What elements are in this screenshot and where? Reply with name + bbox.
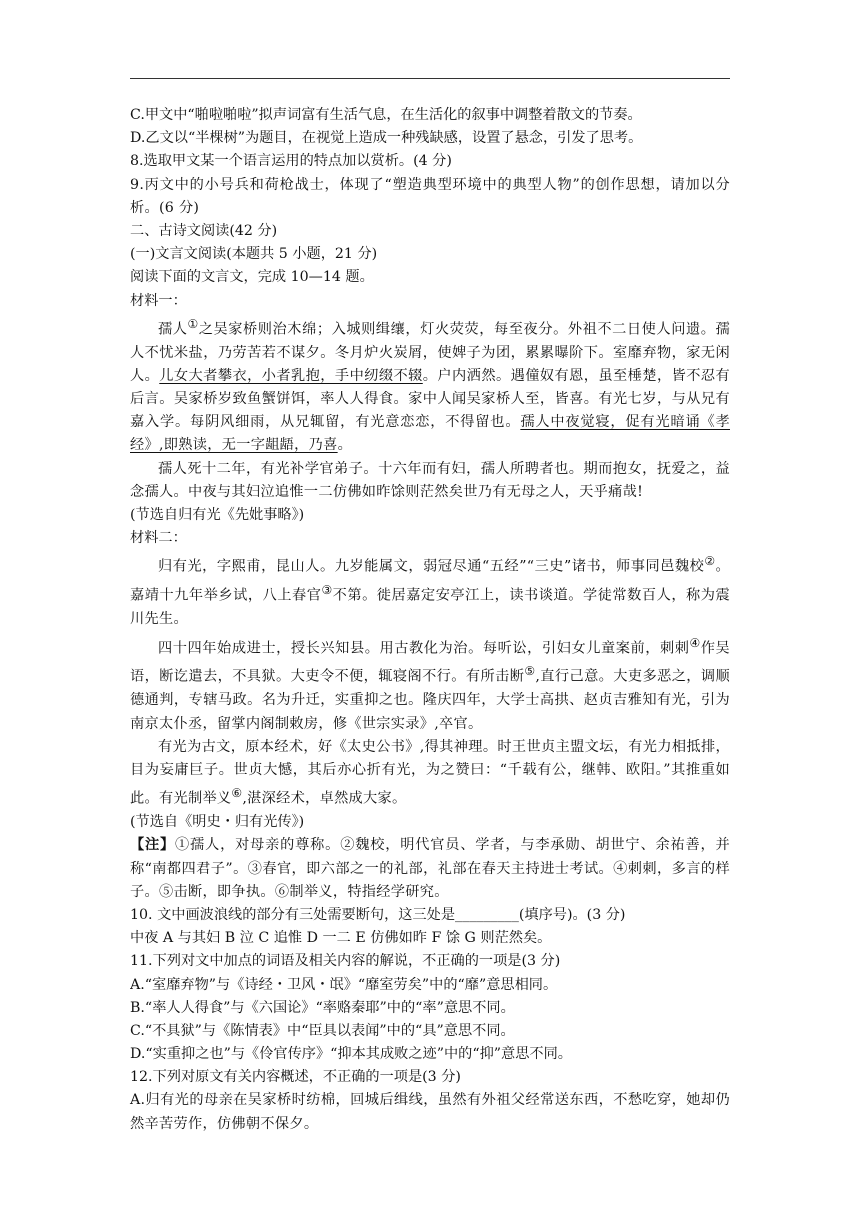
material-1-paragraph-1: 孺人①之吴家桥则治木绵；入城则缉𬙋，灯火荧荧，每至夜分。外祖不二日使人问遗。孺人不忧米盐，乃劳苦若不谋夕。冬月炉火炭屑，使婢子为团，累累曝阶下。室靡弃物，家无闲人。儿女大者攀衣，小者乳抱，手中纫缀不辍。户内洒然。遇僮奴有恩，虽至棰楚，皆不忍有后言。吴家桥岁致鱼蟹饼饵，率人人得食。家中人闻吴家桥人至，皆喜。有光七岁，与从兄有嘉入学。每阴风细雨，从兄辄留，有光意恋恋，不得留也。孺人中夜觉寝，促有光暗诵《孝经》,即熟读，无一字龃龉，乃喜。 — [130, 316, 730, 454]
reading-instruction: 阅读下面的文言文，完成 10—14 题。 — [130, 269, 374, 286]
material-2-label: 材料二： — [130, 530, 187, 547]
header-rule — [130, 78, 730, 79]
footnote-ref-2: ② — [704, 554, 716, 569]
q12-option-a: A.归有光的母亲在吴家桥时纺棉，回城后缉线，虽然有外祖父经常送东西，不愁吃穿，她却仍然辛苦劳作，仿佛朝不保夕。 — [130, 1092, 730, 1132]
q7-option-c: C.甲文中“啪啦啪啦”拟声词富有生活气息，在生活化的叙事中调整着散文的节奏。 — [130, 107, 642, 123]
q7-option-d: D.乙文以“半棵树”为题目，在视觉上造成一种残缺感，设置了悬念，引发了思考。 — [130, 130, 643, 147]
subsection-1-heading: (一)文言文阅读(本题共 5 小题，21 分) — [130, 246, 378, 263]
underlined-sentence-2: 孺人中夜觉寝，促有光暗诵《孝经》,即熟读，无一字龃龉，乃喜 — [130, 414, 730, 454]
q11-option-c: C.“不具狱”与《陈情表》中“臣具以表闻”中的“具”意思不同。 — [130, 1022, 515, 1039]
footnote-ref-1: ① — [187, 316, 199, 331]
q11-option-a: A.“室靡弃物”与《诗经・卫风・氓》“靡室劳矣”中的“靡”意思相同。 — [130, 976, 558, 993]
footnote-ref-3: ③ — [321, 583, 333, 598]
q11-option-b: B.“率人人得食”与《六国论》“率赂秦耶”中的“率”意思不同。 — [130, 999, 515, 1016]
footnote-ref-6: ⑥ — [231, 786, 243, 801]
material-2-paragraph-1: 归有光，字熙甫，昆山人。九岁能属文，弱冠尽通“五经”“三史”诸书，师事同邑魏校②。嘉靖十九年举乡试，八上春官③不第。徙居嘉定安亭江上，读书谈道。学徒常数百人，称为震川先生。 — [130, 554, 731, 628]
q11-stem: 11.下列对文中加点的词语及相关内容的解说，不正确的一项是(3 分) — [130, 953, 561, 970]
q10-stem: 10. 文中画波浪线的部分有三处需要断句，这三处是_________(填序号)。(3 分) — [130, 906, 626, 923]
q8-stem: 8.选取甲文某一个语言运用的特点加以赏析。(4 分) — [130, 153, 452, 170]
q12-stem: 12.下列对原文有关内容概述，不正确的一项是(3 分) — [130, 1069, 461, 1086]
material-2-source: (节选自《明史・归有光传》) — [130, 814, 305, 831]
material-2-paragraph-2: 四十四年始成进士，授长兴知县。用古教化为治。每听讼，引妇女儿童案前，刺刺④作吴语，断讫遣去，不具狱。大吏令不便，辄寝阁不行。有所击断⑤,直行己意。大吏多恶之，调顺德通判，专辖马政。名为升迁，实重抑之也。隆庆四年，大学士高拱、赵贞吉雅知有光，引为南京太仆丞，留掌内阁制敕房，修《世宗实录》,卒官。 — [130, 635, 731, 732]
footnote-ref-4: ④ — [689, 635, 701, 650]
material-2-paragraph-3: 有光为古文，原本经术，好《太史公书》,得其神理。时王世贞主盟文坛，有光力相抵排，目为妄庸巨子。世贞大憾，其后亦心折有光，为之赞曰：“千载有公，继韩、欧阳。”其推重如此。有光制举义⑥,湛深经术，卓然成大家。 — [130, 738, 730, 807]
notes-label: 【注】 — [130, 837, 176, 854]
annotation-notes — [130, 834, 730, 904]
footnote-ref-5: ⑤ — [524, 664, 536, 679]
exam-page — [130, 104, 730, 1136]
underlined-sentence-1: 儿女大者攀衣，小者乳抱，手中纫缀不辍 — [159, 367, 423, 384]
section-2-heading: 二、古诗文阅读(42 分) — [130, 222, 278, 239]
q11-option-d: D.“实重抑之也”与《伶官传序》“抑本其成败之迹”中的“抑”意思不同。 — [130, 1046, 572, 1063]
q9-stem: 9.丙文中的小号兵和荷枪战士，体现了“塑造典型环境中的典型人物”的创作思想，请加以分析。(6 分) — [130, 176, 730, 216]
material-1-source: (节选自归有光《先妣事略》) — [130, 507, 305, 524]
material-1-label: 材料一： — [130, 292, 187, 309]
material-1-paragraph-2: 孺人死十二年，有光补学官弟子。十六年而有妇，孺人所聘者也。期而抱女，抚爱之，益念孺人。中夜与其妇泣追惟一二仿佛如昨馀则茫然矣世乃有无母之人，天乎痛哉! — [130, 460, 730, 500]
q10-options: 中夜 A 与其妇 B 泣 C 追惟 D 一二 E 仿佛如昨 F 馀 G 则茫然矣。 — [130, 930, 552, 947]
notes-text: ①孺人，对母亲的尊称。②魏校，明代官员、学者，与李承勋、胡世宁、余祐善，并称“南都四君子”。③春官，即六部之一的礼部，礼部在春天主持进士考试。④刺刺，多言的样子。⑤击断，即争执。⑥制举义，特指经学研究。 — [130, 837, 730, 900]
